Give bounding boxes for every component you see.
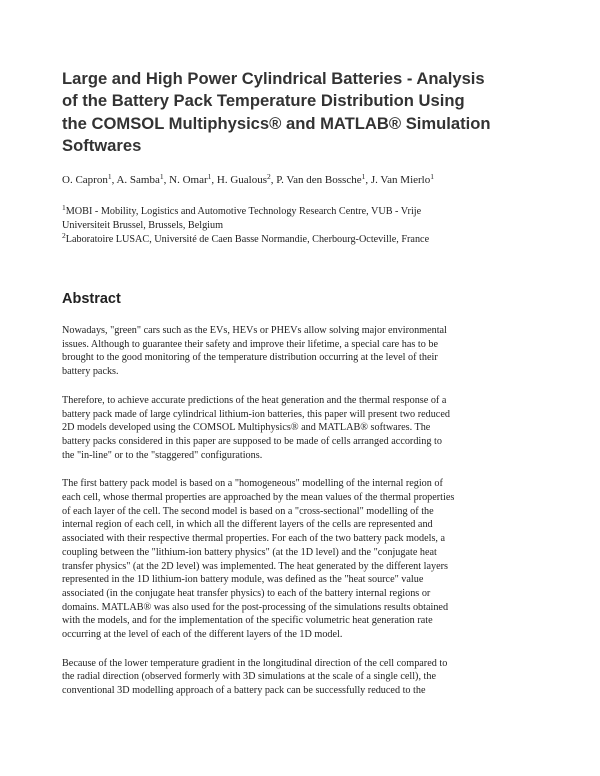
- text-line: issues. Although to guarantee their safety and improve their lifetime, a special care has to be: [62, 338, 438, 350]
- abstract-paragraph: [62, 477, 540, 641]
- text-line: transfer physics" (at the 2D level) was implemented. The heat generated by the different layers: [62, 560, 448, 572]
- affiliation: [62, 233, 542, 247]
- text-line: represented in the 1D lithium-ion battery module, was defined as the "heat source" value: [62, 574, 424, 586]
- text-line: Therefore, to achieve accurate predictions of the heat generation and the thermal response of a: [62, 394, 447, 406]
- text-line: The first battery pack model is based on a "homogeneous" modelling of the internal region of: [62, 478, 443, 490]
- abstract-paragraph: [62, 657, 540, 698]
- text-line: coupling between the "lithium-ion battery physics" (at the 1D level) and the "conjugate heat: [62, 546, 437, 558]
- author-name: N. Omar: [169, 174, 208, 186]
- text-line: occurring at the level of each of the different layers of the 1D model.: [62, 629, 343, 641]
- abstract-heading: Abstract: [62, 291, 121, 307]
- author-affil-mark: 1: [159, 172, 164, 181]
- text-line: of each layer of the cell. The second model is based on a "cross-sectional" modelling of the: [62, 505, 434, 517]
- paper-title: [62, 68, 552, 158]
- text-line: 2D models developed using the COMSOL Multiphysics® and MATLAB® softwares. The: [62, 422, 431, 434]
- title-line: the COMSOL Multiphysics® and MATLAB® Simulation: [62, 113, 491, 133]
- author: N. Omar$^1$,: [169, 172, 217, 186]
- author: A. Samba$^1$,: [116, 172, 170, 186]
- author-affil-mark: 1: [207, 172, 212, 181]
- text-line: the radial direction (observed formerly with 3D simulations at the scale of a single cell), the: [62, 671, 436, 683]
- affiliation: [62, 205, 542, 232]
- text-line: the "in-line" or to the "staggered" configurations.: [62, 449, 263, 461]
- author: P. Van den Bossche$^1$,: [276, 172, 371, 186]
- affiliation-line: [62, 233, 542, 247]
- affiliations: [62, 205, 542, 247]
- author-list: [62, 173, 562, 187]
- author: H. Gualous$^2$,: [216, 172, 277, 186]
- abstract-paragraph: [62, 394, 540, 463]
- author-affil-mark: 1: [361, 172, 366, 181]
- text-line: conventional 3D modelling approach of a battery pack can be successfully reduced to the: [62, 685, 426, 697]
- affiliation-mark: 1: [62, 203, 66, 212]
- author-affil-mark: 2: [266, 172, 271, 181]
- title-line: Softwares: [62, 136, 142, 156]
- affiliation-text: MOBI - Mobility, Logistics and Automotive Technology Research Centre, VUB - Vrije: [65, 206, 422, 217]
- text-line: battery packs.: [62, 366, 119, 378]
- text-line: battery packs considered in this paper are supposed to be made of cells arranged according to: [62, 435, 442, 447]
- text-line: internal region of each cell, in which all the different layers of the cells are represented and: [62, 519, 433, 531]
- title-line: Large and High Power Cylindrical Batteries - Analysis: [62, 69, 485, 88]
- abstract-body: [62, 324, 540, 713]
- text-line: associated with their respective thermal properties. For each of the two battery pack models, a: [62, 533, 446, 545]
- author-name: P. Van den Bossche: [276, 174, 362, 186]
- author: O. Capron$^1$,: [62, 172, 117, 186]
- author-name: A. Samba: [116, 174, 160, 186]
- title-line: of the Battery Pack Temperature Distribution Using: [62, 91, 465, 111]
- author: [371, 174, 434, 186]
- author-affil-mark: 1: [430, 172, 434, 181]
- abstract-paragraph: [62, 324, 540, 379]
- text-line: Nowadays, "green" cars such as the EVs, HEVs or PHEVs allow solving major environmental: [62, 325, 447, 336]
- text-line: Because of the lower temperature gradient in the longitudinal direction of the cell compared to: [62, 657, 448, 669]
- author-name: J. Van Mierlo: [370, 174, 431, 186]
- affiliation-line: Universiteit Brussel, Brussels, Belgium: [62, 219, 224, 231]
- affiliation-text: Laboratoire LUSAC, Université de Caen Basse Normandie, Cherbourg-Octeville, France: [65, 234, 430, 246]
- author-name: H. Gualous: [216, 174, 267, 186]
- author-name: O. Capron: [62, 174, 108, 186]
- affiliation-mark: 2: [62, 231, 66, 241]
- text-line: associated (in the conjugate heat transfer physics) to each of the battery internal regions or: [62, 587, 431, 599]
- text-line: brought to the good monitoring of the temperature distribution occurring at the level of their: [62, 352, 438, 364]
- text-line: with the models, and for the implementation of the specific volumetric heat generation rate: [62, 615, 433, 627]
- author-affil-mark: 1: [107, 172, 112, 181]
- affiliation-line: [62, 205, 542, 219]
- text-line: each cell, whose thermal properties are approached by the mean values of the thermal properties: [62, 492, 455, 504]
- text-line: battery pack made of large cylindrical lithium-ion batteries, this paper will present two reduced: [62, 408, 450, 420]
- text-line: domains. MATLAB® was also used for the post-processing of the simulations results obtained: [62, 601, 449, 613]
